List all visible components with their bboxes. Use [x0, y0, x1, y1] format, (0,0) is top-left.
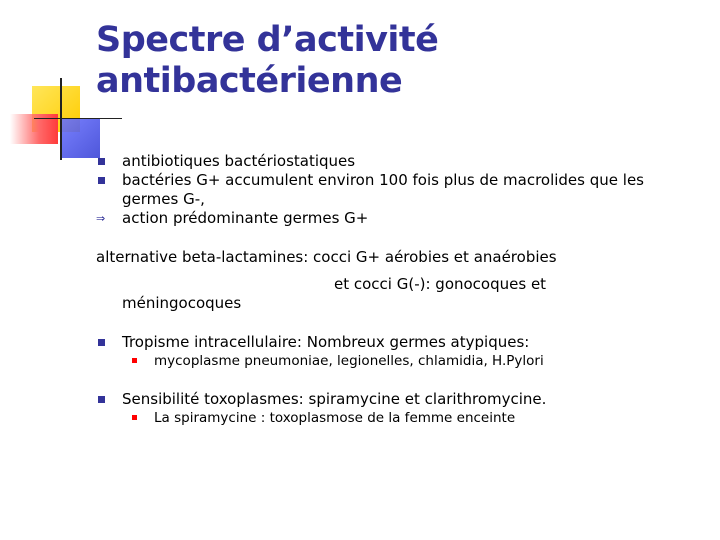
- sub-bullet-item: [96, 409, 696, 427]
- sub-bullet-item: [96, 352, 696, 370]
- square-bullet-icon: [98, 158, 105, 165]
- red-square-bullet-icon: [132, 358, 137, 363]
- sub-bullet-text: La spiramycine : toxoplasmose de la femme enceinte: [154, 410, 516, 426]
- bullet-text: Tropisme intracellulaire: Nombreux germes atypiques:: [122, 333, 530, 351]
- bullet-item: [96, 171, 696, 209]
- alternative-line-3: méningocoques: [122, 294, 242, 312]
- slide-title: Spectre d’activité antibactérienne: [96, 20, 439, 101]
- double-arrow-icon: ⇒: [96, 212, 106, 225]
- bullet-text: bactéries G+ accumulent environ 100 fois plus de macrolides que les germes G-,: [122, 171, 644, 208]
- alternative-line-1: alternative beta-lactamines: cocci G+ aérobies et anaérobies: [96, 248, 557, 266]
- arrow-item: [96, 209, 696, 228]
- bullet-text: Sensibilité toxoplasmes: spiramycine et clarithromycine.: [122, 390, 547, 408]
- sub-bullet-text: mycoplasme pneumoniae, legionelles, chlamidia, H.Pylori: [154, 353, 544, 369]
- bullet-item: [96, 333, 696, 352]
- square-bullet-icon: [98, 177, 105, 184]
- square-bullet-icon: [98, 396, 105, 403]
- bullet-text: antibiotiques bactériostatiques: [122, 152, 356, 170]
- square-bullet-icon: [98, 339, 105, 346]
- alternative-line-2: et cocci G(-): gonocoques et: [334, 275, 547, 293]
- decor-horizontal-line: [34, 118, 122, 119]
- slide-body: [96, 152, 696, 427]
- decor-blue-square: [60, 118, 100, 158]
- red-square-bullet-icon: [132, 415, 137, 420]
- decor-vertical-line: [60, 78, 62, 160]
- arrow-text: action prédominante germes G+: [122, 209, 369, 227]
- bullet-item: [96, 152, 696, 171]
- bullet-item: [96, 390, 696, 409]
